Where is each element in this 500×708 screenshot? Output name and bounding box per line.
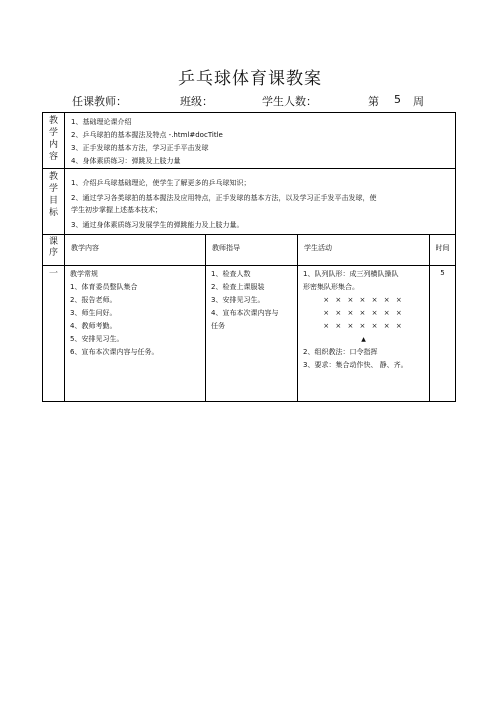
list-item: 2、乒乓球拍的基本握法及特点 -.html#docTitle: [71, 131, 223, 139]
formation-row: × × × × × × ×: [323, 296, 404, 304]
formation-row: × × × × × × ×: [323, 322, 404, 330]
time-cell: 5: [430, 266, 456, 402]
lesson-plan-table: [42, 112, 456, 402]
guidance-cell: 1、检查人数 2、检查上课服装 3、安排见习生。 4、宣布本次课内容与 任务: [206, 266, 298, 402]
teaching-content-label: 教 学 内 容: [43, 113, 65, 169]
content-cell: 教学常规 1、体育委员整队集合 2、报告老师。 3、师生问好。 4、教师考勤。 5、安排见习生。 6、宣布本次课内容与任务。: [65, 266, 206, 402]
table-row: [43, 266, 456, 402]
teaching-goals-label: 教 学 目 标: [43, 169, 65, 235]
teaching-content-list: [65, 113, 456, 169]
students-label: 学生人数：: [262, 95, 317, 108]
list-item: 1、介绍乒乓球基础理论，使学生了解更多的乒乓球知识；: [71, 179, 251, 187]
week-number: 5: [394, 93, 401, 106]
header-content: 教学内容: [65, 235, 206, 266]
teaching-goals-row: [43, 169, 456, 235]
header-activity: 学生活动: [298, 235, 430, 266]
activity-cell: 1、队列队形：成三列横队操队 形密集队形集合。 × × × × × × × × × × × × × × × × × × × × × ▲ 2、组织教法：口令指挥 3、要求：集合动作快、 静、齐。: [298, 266, 430, 402]
teaching-content-row: [43, 113, 456, 169]
list-item: 2、通过学习各类球拍的基本握法及应用特点，正手发球的基本方法，以及学习正手发平击发球，使: [71, 194, 377, 202]
formation-row: × × × × × × ×: [323, 309, 404, 317]
teacher-marker-icon: ▲: [361, 336, 366, 343]
page-title: 乒乓球体育课教案: [178, 69, 322, 89]
list-item: 4、身体素质练习：弹跳及上肢力量: [71, 157, 181, 165]
class-label: 班级：: [180, 95, 213, 108]
teacher-label: 任课教师：: [72, 95, 127, 108]
week-prefix: 第: [368, 95, 379, 108]
sequence-label: 课 序: [43, 235, 65, 266]
teaching-goals-list: [65, 169, 456, 235]
list-item: 1、基础理论课介绍: [71, 118, 132, 126]
list-item: 3、通过身体素质练习发展学生的弹跳能力及上肢力量。: [71, 221, 244, 229]
week-suffix: 周: [413, 95, 424, 108]
list-item: 3、正手发球的基本方法，学习正手平击发球: [71, 144, 209, 152]
header-guidance: 教师指导: [206, 235, 298, 266]
header-time: 时间: [430, 235, 456, 266]
meta-row: [0, 93, 500, 111]
sequence-number: 一: [43, 266, 65, 402]
list-item: 学生初步掌握上述基本技术；: [71, 206, 162, 214]
schedule-header-row: [43, 235, 456, 266]
